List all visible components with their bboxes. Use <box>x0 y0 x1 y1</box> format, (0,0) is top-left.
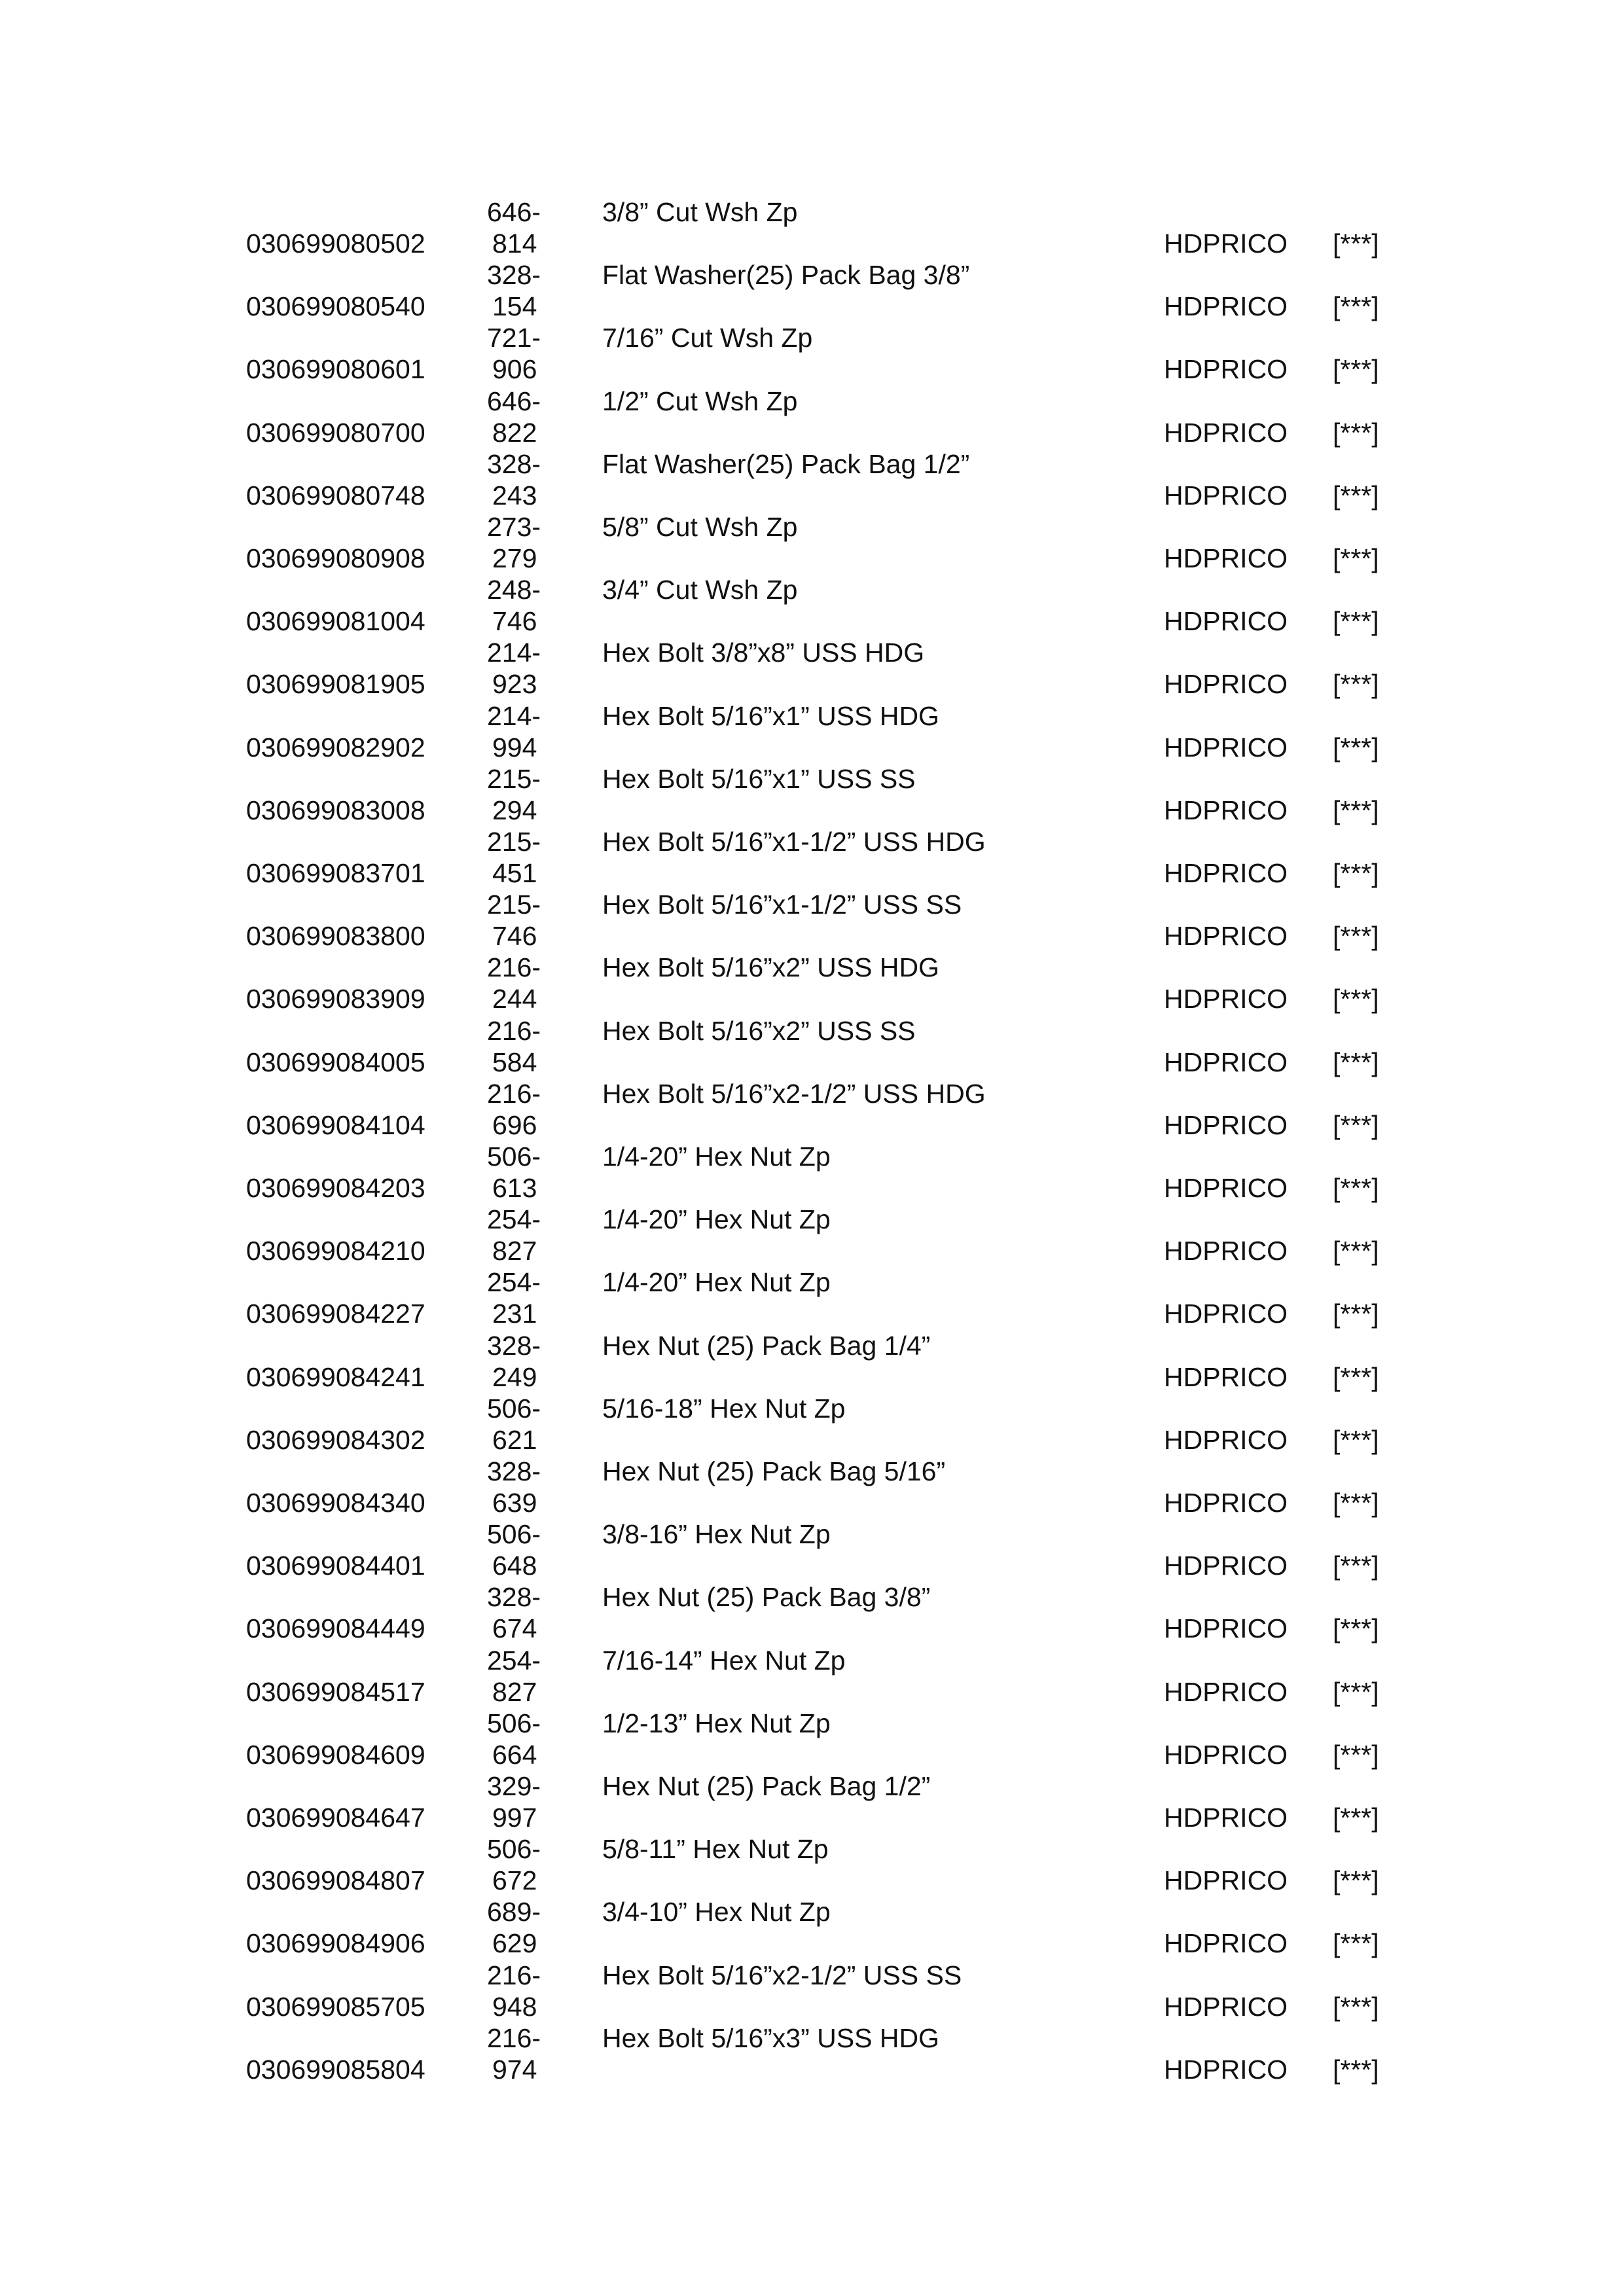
description-cell: 7/16-14” Hex Nut Zp <box>602 1645 846 1676</box>
description-cell: 3/4-10” Hex Nut Zp <box>602 1897 831 1928</box>
table-row <box>0 1015 1624 1078</box>
table-row <box>0 637 1624 700</box>
description-cell: Hex Bolt 5/16”x1-1/2” USS HDG <box>602 827 986 857</box>
table-row <box>0 1896 1624 1959</box>
vendor-cell: HDPRICO <box>1164 228 1288 259</box>
table-row <box>0 1770 1624 1833</box>
sku-top-cell: 506- <box>487 1141 541 1172</box>
description-cell: Hex Bolt 5/16”x2-1/2” USS HDG <box>602 1078 986 1109</box>
upc-cell: 030699084227 <box>246 1299 425 1329</box>
description-cell: 1/4-20” Hex Nut Zp <box>602 1267 831 1298</box>
sku-bottom-cell: 923 <box>492 669 537 700</box>
vendor-cell: HDPRICO <box>1164 921 1288 952</box>
description-cell: 1/4-20” Hex Nut Zp <box>602 1141 831 1172</box>
vendor-cell: HDPRICO <box>1164 1865 1288 1896</box>
vendor-cell: HDPRICO <box>1164 1803 1288 1833</box>
vendor-cell: HDPRICO <box>1164 1488 1288 1518</box>
table-row <box>0 322 1624 385</box>
upc-cell: 030699084647 <box>246 1803 425 1833</box>
vendor-cell: HDPRICO <box>1164 669 1288 700</box>
sku-top-cell: 215- <box>487 889 541 920</box>
description-cell: Hex Bolt 5/16”x1” USS HDG <box>602 700 939 731</box>
upc-cell: 030699080700 <box>246 417 425 448</box>
price-cell: [***] <box>1333 984 1379 1014</box>
price-cell: [***] <box>1333 1236 1379 1266</box>
upc-cell: 030699081905 <box>246 669 425 700</box>
sku-top-cell: 254- <box>487 1267 541 1298</box>
upc-cell: 030699083800 <box>246 921 425 952</box>
description-cell: Flat Washer(25) Pack Bag 3/8” <box>602 260 970 291</box>
table-row <box>0 1708 1624 1770</box>
price-cell: [***] <box>1333 1488 1379 1518</box>
vendor-cell: HDPRICO <box>1164 1991 1288 2022</box>
sku-bottom-cell: 906 <box>492 354 537 385</box>
upc-cell: 030699084906 <box>246 1928 425 1959</box>
vendor-cell: HDPRICO <box>1164 1739 1288 1770</box>
sku-bottom-cell: 974 <box>492 2054 537 2085</box>
table-row <box>0 952 1624 1014</box>
table-row <box>0 1518 1624 1581</box>
vendor-cell: HDPRICO <box>1164 1676 1288 1707</box>
sku-bottom-cell: 746 <box>492 606 537 637</box>
vendor-cell: HDPRICO <box>1164 2054 1288 2085</box>
price-cell: [***] <box>1333 417 1379 448</box>
vendor-cell: HDPRICO <box>1164 354 1288 385</box>
sku-top-cell: 329- <box>487 1771 541 1801</box>
vendor-cell: HDPRICO <box>1164 1424 1288 1455</box>
sku-bottom-cell: 648 <box>492 1551 537 1581</box>
description-cell: 1/4-20” Hex Nut Zp <box>602 1204 831 1235</box>
table-row <box>0 763 1624 826</box>
table-row <box>0 448 1624 511</box>
sku-bottom-cell: 664 <box>492 1739 537 1770</box>
vendor-cell: HDPRICO <box>1164 858 1288 888</box>
sku-top-cell: 273- <box>487 512 541 542</box>
upc-cell: 030699084005 <box>246 1047 425 1077</box>
sku-top-cell: 328- <box>487 1456 541 1486</box>
table-row <box>0 259 1624 322</box>
price-cell: [***] <box>1333 1928 1379 1959</box>
price-cell: [***] <box>1333 795 1379 825</box>
sku-top-cell: 254- <box>487 1204 541 1235</box>
table-row <box>0 1393 1624 1456</box>
sku-bottom-cell: 621 <box>492 1424 537 1455</box>
upc-cell: 030699082902 <box>246 732 425 762</box>
sku-bottom-cell: 746 <box>492 921 537 952</box>
price-cell: [***] <box>1333 1551 1379 1581</box>
sku-top-cell: 216- <box>487 1015 541 1046</box>
sku-bottom-cell: 249 <box>492 1361 537 1392</box>
upc-cell: 030699085705 <box>246 1991 425 2022</box>
table-row <box>0 2022 1624 2085</box>
table-row <box>0 1141 1624 1204</box>
sku-top-cell: 328- <box>487 1582 541 1613</box>
price-cell: [***] <box>1333 858 1379 888</box>
table-row <box>0 826 1624 889</box>
sku-top-cell: 328- <box>487 260 541 291</box>
sku-bottom-cell: 279 <box>492 543 537 573</box>
price-cell: [***] <box>1333 1047 1379 1077</box>
description-cell: 7/16” Cut Wsh Zp <box>602 323 813 353</box>
sku-bottom-cell: 613 <box>492 1173 537 1203</box>
sku-top-cell: 328- <box>487 448 541 479</box>
upc-cell: 030699085804 <box>246 2054 425 2085</box>
price-cell: [***] <box>1333 291 1379 322</box>
sku-top-cell: 216- <box>487 1078 541 1109</box>
description-cell: Hex Bolt 5/16”x2” USS HDG <box>602 952 939 983</box>
sku-bottom-cell: 672 <box>492 1865 537 1896</box>
vendor-cell: HDPRICO <box>1164 606 1288 637</box>
upc-cell: 030699084241 <box>246 1361 425 1392</box>
sku-top-cell: 248- <box>487 575 541 605</box>
price-cell: [***] <box>1333 480 1379 511</box>
upc-cell: 030699080908 <box>246 543 425 573</box>
table-row <box>0 386 1624 448</box>
upc-cell: 030699080748 <box>246 480 425 511</box>
sku-bottom-cell: 822 <box>492 417 537 448</box>
table-row <box>0 700 1624 763</box>
price-cell: [***] <box>1333 921 1379 952</box>
description-cell: Hex Nut (25) Pack Bag 3/8” <box>602 1582 931 1613</box>
sku-top-cell: 646- <box>487 386 541 416</box>
upc-cell: 030699083701 <box>246 858 425 888</box>
upc-cell: 030699084401 <box>246 1551 425 1581</box>
vendor-cell: HDPRICO <box>1164 1173 1288 1203</box>
description-cell: 1/2” Cut Wsh Zp <box>602 386 798 416</box>
description-cell: Hex Nut (25) Pack Bag 1/4” <box>602 1330 931 1361</box>
table-row <box>0 1078 1624 1141</box>
sku-top-cell: 216- <box>487 2022 541 2053</box>
sku-top-cell: 214- <box>487 637 541 668</box>
description-cell: 5/8-11” Hex Nut Zp <box>602 1834 829 1865</box>
sku-top-cell: 506- <box>487 1708 541 1738</box>
sku-bottom-cell: 997 <box>492 1803 537 1833</box>
description-cell: Hex Bolt 5/16”x3” USS HDG <box>602 2022 939 2053</box>
sku-top-cell: 328- <box>487 1330 541 1361</box>
description-cell: 5/16-18” Hex Nut Zp <box>602 1393 846 1424</box>
table-row <box>0 1456 1624 1518</box>
upc-cell: 030699080502 <box>246 228 425 259</box>
sku-top-cell: 689- <box>487 1897 541 1928</box>
sku-top-cell: 215- <box>487 763 541 794</box>
price-cell: [***] <box>1333 732 1379 762</box>
description-cell: 5/8” Cut Wsh Zp <box>602 512 798 542</box>
vendor-cell: HDPRICO <box>1164 1613 1288 1644</box>
sku-bottom-cell: 451 <box>492 858 537 888</box>
price-cell: [***] <box>1333 1613 1379 1644</box>
vendor-cell: HDPRICO <box>1164 1236 1288 1266</box>
upc-cell: 030699084104 <box>246 1109 425 1140</box>
upc-cell: 030699084807 <box>246 1865 425 1896</box>
upc-cell: 030699084203 <box>246 1173 425 1203</box>
sku-top-cell: 216- <box>487 1960 541 1990</box>
description-cell: Hex Bolt 5/16”x1-1/2” USS SS <box>602 889 962 920</box>
table-row <box>0 511 1624 574</box>
vendor-cell: HDPRICO <box>1164 1299 1288 1329</box>
sku-top-cell: 214- <box>487 700 541 731</box>
sku-top-cell: 646- <box>487 197 541 227</box>
price-cell: [***] <box>1333 1299 1379 1329</box>
upc-cell: 030699084340 <box>246 1488 425 1518</box>
vendor-cell: HDPRICO <box>1164 1109 1288 1140</box>
vendor-cell: HDPRICO <box>1164 795 1288 825</box>
price-cell: [***] <box>1333 606 1379 637</box>
description-cell: 1/2-13” Hex Nut Zp <box>602 1708 831 1738</box>
sku-top-cell: 506- <box>487 1519 541 1550</box>
table-row <box>0 1833 1624 1896</box>
price-cell: [***] <box>1333 1173 1379 1203</box>
sku-bottom-cell: 994 <box>492 732 537 762</box>
upc-cell: 030699084517 <box>246 1676 425 1707</box>
vendor-cell: HDPRICO <box>1164 1928 1288 1959</box>
description-cell: 3/8” Cut Wsh Zp <box>602 197 798 227</box>
sku-top-cell: 215- <box>487 827 541 857</box>
sku-top-cell: 506- <box>487 1393 541 1424</box>
description-cell: Flat Washer(25) Pack Bag 1/2” <box>602 448 970 479</box>
vendor-cell: HDPRICO <box>1164 417 1288 448</box>
sku-bottom-cell: 629 <box>492 1928 537 1959</box>
description-cell: 3/8-16” Hex Nut Zp <box>602 1519 831 1550</box>
price-cell: [***] <box>1333 1865 1379 1896</box>
price-cell: [***] <box>1333 1424 1379 1455</box>
price-cell: [***] <box>1333 1991 1379 2022</box>
vendor-cell: HDPRICO <box>1164 291 1288 322</box>
table-row <box>0 1330 1624 1393</box>
sku-bottom-cell: 154 <box>492 291 537 322</box>
sku-top-cell: 216- <box>487 952 541 983</box>
sku-top-cell: 721- <box>487 323 541 353</box>
description-cell: 3/4” Cut Wsh Zp <box>602 575 798 605</box>
sku-bottom-cell: 244 <box>492 984 537 1014</box>
vendor-cell: HDPRICO <box>1164 1551 1288 1581</box>
price-cell: [***] <box>1333 669 1379 700</box>
description-cell: Hex Nut (25) Pack Bag 1/2” <box>602 1771 931 1801</box>
table-row <box>0 1960 1624 2022</box>
table-row <box>0 196 1624 259</box>
price-cell: [***] <box>1333 1109 1379 1140</box>
sku-bottom-cell: 827 <box>492 1236 537 1266</box>
sku-bottom-cell: 584 <box>492 1047 537 1077</box>
vendor-cell: HDPRICO <box>1164 1047 1288 1077</box>
table-row <box>0 1204 1624 1266</box>
table-row <box>0 1266 1624 1329</box>
sku-top-cell: 254- <box>487 1645 541 1676</box>
description-cell: Hex Bolt 3/8”x8” USS HDG <box>602 637 925 668</box>
price-cell: [***] <box>1333 354 1379 385</box>
price-cell: [***] <box>1333 2054 1379 2085</box>
upc-cell: 030699084449 <box>246 1613 425 1644</box>
upc-cell: 030699080540 <box>246 291 425 322</box>
vendor-cell: HDPRICO <box>1164 984 1288 1014</box>
sku-bottom-cell: 696 <box>492 1109 537 1140</box>
sku-bottom-cell: 814 <box>492 228 537 259</box>
vendor-cell: HDPRICO <box>1164 480 1288 511</box>
vendor-cell: HDPRICO <box>1164 1361 1288 1392</box>
price-cell: [***] <box>1333 1739 1379 1770</box>
sku-top-cell: 506- <box>487 1834 541 1865</box>
upc-cell: 030699080601 <box>246 354 425 385</box>
sku-bottom-cell: 639 <box>492 1488 537 1518</box>
sku-bottom-cell: 231 <box>492 1299 537 1329</box>
description-cell: Hex Bolt 5/16”x2” USS SS <box>602 1015 916 1046</box>
vendor-cell: HDPRICO <box>1164 732 1288 762</box>
price-cell: [***] <box>1333 1361 1379 1392</box>
sku-bottom-cell: 827 <box>492 1676 537 1707</box>
sku-bottom-cell: 674 <box>492 1613 537 1644</box>
upc-cell: 030699083909 <box>246 984 425 1014</box>
vendor-cell: HDPRICO <box>1164 543 1288 573</box>
price-cell: [***] <box>1333 228 1379 259</box>
upc-cell: 030699084609 <box>246 1739 425 1770</box>
table-row <box>0 1645 1624 1708</box>
table-row <box>0 889 1624 952</box>
price-cell: [***] <box>1333 1803 1379 1833</box>
price-cell: [***] <box>1333 1676 1379 1707</box>
table-row <box>0 1581 1624 1644</box>
description-cell: Hex Bolt 5/16”x2-1/2” USS SS <box>602 1960 962 1990</box>
upc-cell: 030699081004 <box>246 606 425 637</box>
description-cell: Hex Nut (25) Pack Bag 5/16” <box>602 1456 946 1486</box>
upc-cell: 030699083008 <box>246 795 425 825</box>
sku-bottom-cell: 948 <box>492 1991 537 2022</box>
sku-bottom-cell: 294 <box>492 795 537 825</box>
sku-bottom-cell: 243 <box>492 480 537 511</box>
table-row <box>0 574 1624 637</box>
description-cell: Hex Bolt 5/16”x1” USS SS <box>602 763 916 794</box>
upc-cell: 030699084302 <box>246 1424 425 1455</box>
upc-cell: 030699084210 <box>246 1236 425 1266</box>
price-cell: [***] <box>1333 543 1379 573</box>
